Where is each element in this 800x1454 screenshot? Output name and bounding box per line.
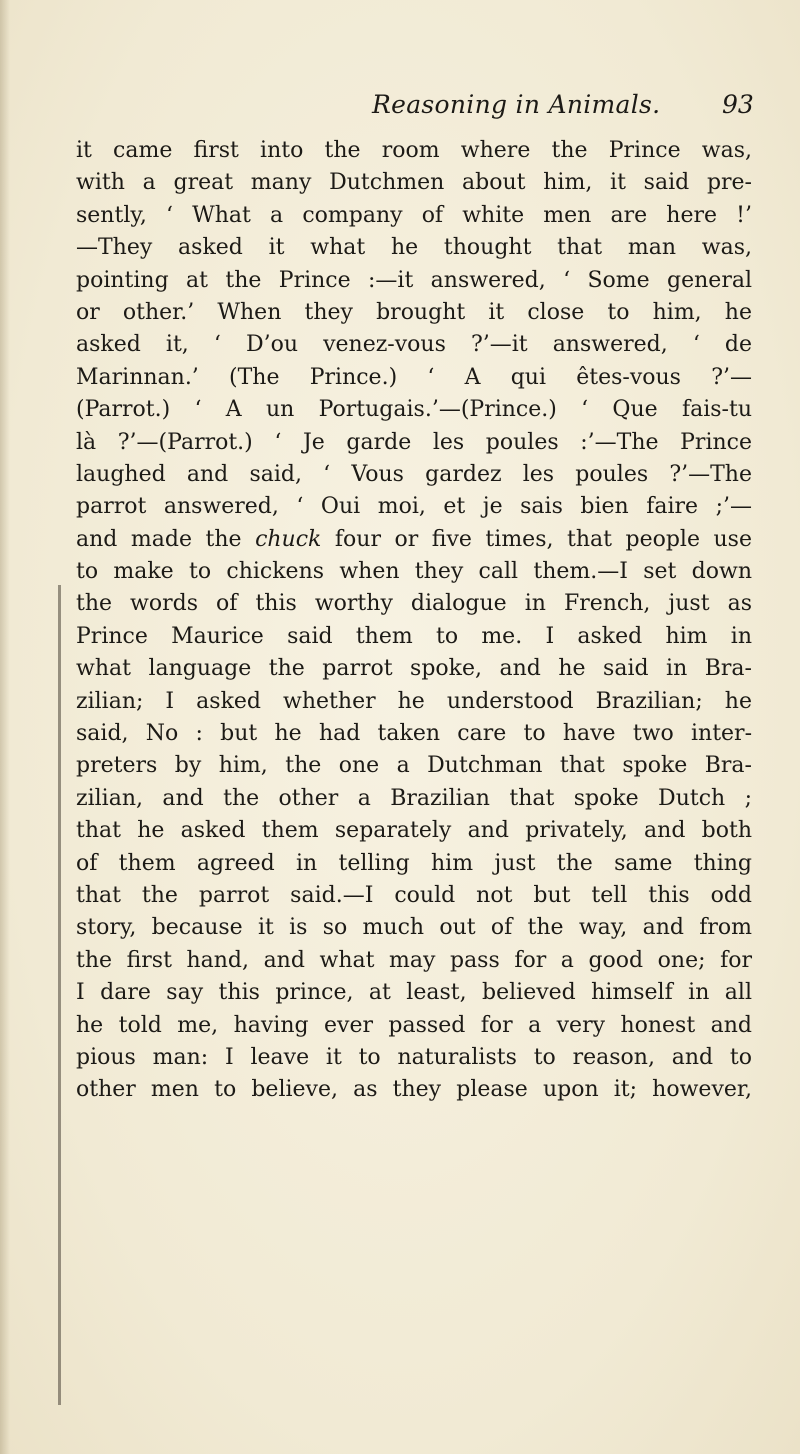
page-header: [0, 90, 800, 130]
body-text: [76, 135, 752, 1107]
text-line: parrot answered, ‘ Oui moi, et je sais bien faire ;’—: [76, 494, 752, 520]
text-line: the first hand, and what may pass for a good one; for: [76, 947, 752, 973]
text-line: Prince Maurice said them to me. I asked him in: [76, 623, 752, 649]
text-line: preters by him, the one a Dutchman that spoke Bra-: [76, 753, 752, 779]
text-line: pointing at the Prince :—it answered, ‘ Some general: [76, 267, 752, 293]
text-line: that the parrot said.—I could not but tell this odd: [76, 882, 752, 908]
text-line: what language the parrot spoke, and he said in Bra-: [76, 656, 752, 682]
text-line: or other.’ When they brought it close to him, he: [76, 299, 752, 325]
page-number: 93: [722, 90, 754, 119]
text-line: with a great many Dutchmen about him, it said pre-: [76, 170, 752, 196]
text-line: pious man: I leave it to naturalists to reason, and to: [76, 1044, 752, 1070]
text-line: the words of this worthy dialogue in French, just as: [76, 591, 752, 617]
text-line: said, No : but he had taken care to have two inter-: [76, 721, 752, 747]
text-line: —They asked it what he thought that man was,: [76, 235, 752, 261]
text-line: I dare say this prince, at least, believed himself in all: [76, 980, 752, 1006]
text-line: (Parrot.) ‘ A un Portugais.’—(Prince.) ‘ Que fais-tu: [76, 397, 752, 423]
text-line: là ?’—(Parrot.) ‘ Je garde les poules :’—The Prince: [76, 429, 752, 455]
text-line: it came first into the room where the Prince was,: [76, 138, 752, 163]
text-line: other men to believe, as they please upon it; however,: [76, 1077, 752, 1103]
binding-shadow: [0, 0, 10, 1454]
text-line: to make to chickens when they call them.—I set down: [76, 559, 752, 585]
text-line: that he asked them separately and privately, and both: [76, 818, 752, 844]
text-line: of them agreed in telling him just the same thing: [76, 850, 752, 876]
text-line: asked it, ‘ D’ou venez-vous ?’—it answered, ‘ de: [76, 332, 752, 358]
text-line: Marinnan.’ (The Prince.) ‘ A qui êtes-vous ?’—: [76, 364, 752, 390]
running-title: Reasoning in Animals.: [372, 90, 661, 119]
text-line: and made the chuck four or five times, that people use: [76, 526, 752, 552]
text-line: he told me, having ever passed for a very honest and: [76, 1012, 752, 1038]
italic-word: chuck: [255, 526, 322, 552]
text-line: story, because it is so much out of the way, and from: [76, 915, 752, 941]
margin-mark: [58, 585, 61, 1405]
text-line: laughed and said, ‘ Vous gardez les poules ?’—The: [76, 461, 752, 487]
text-line: zilian; I asked whether he understood Brazilian; he: [76, 688, 752, 714]
text-line: zilian, and the other a Brazilian that spoke Dutch ;: [76, 785, 752, 811]
text-line: sently, ‘ What a company of white men are here !’: [76, 202, 752, 228]
